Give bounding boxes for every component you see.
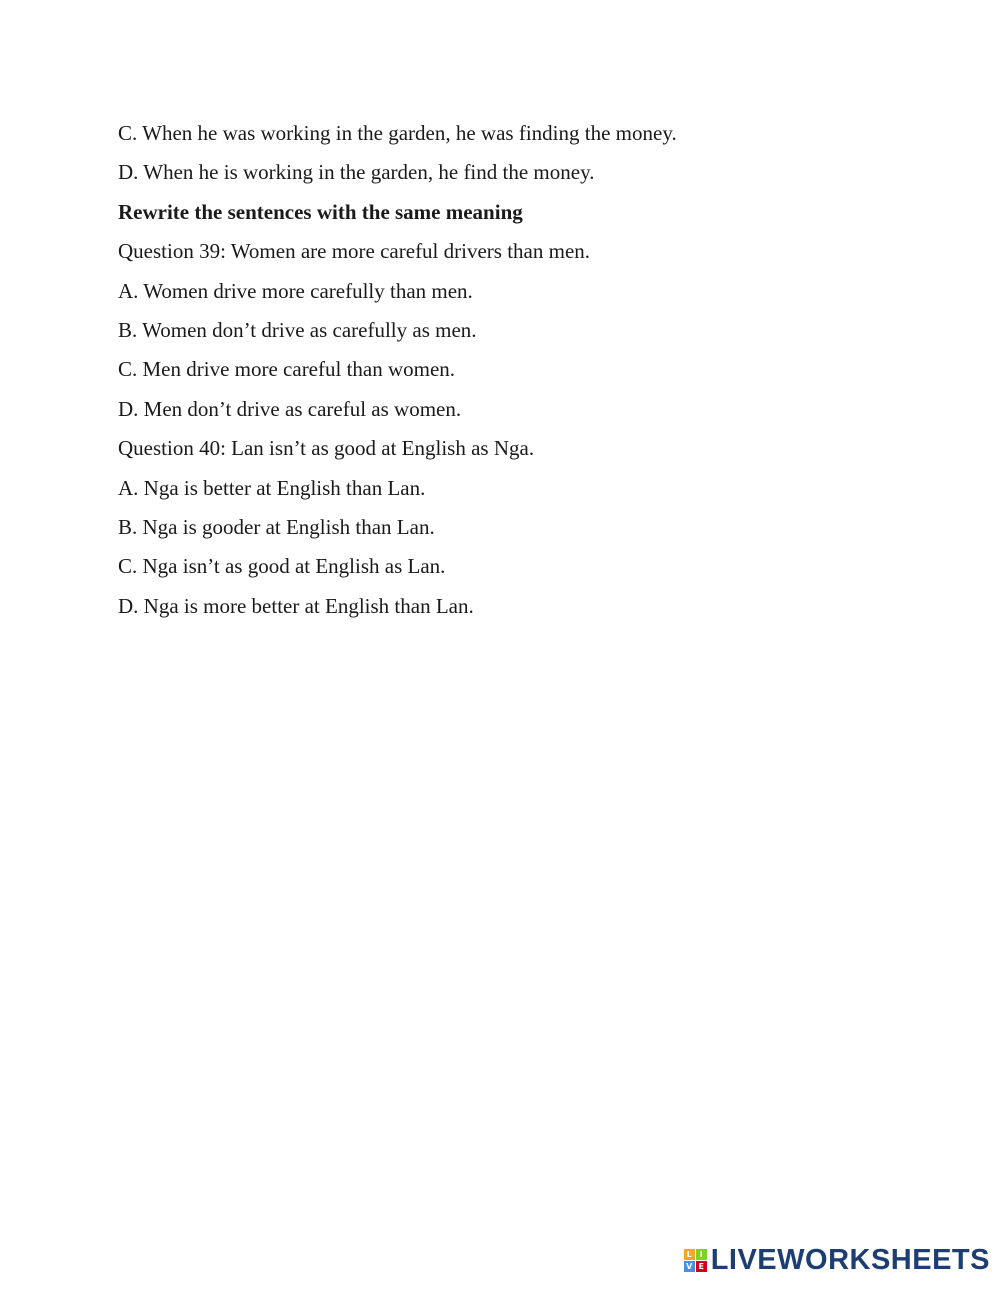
section-heading: Rewrite the sentences with the same meaning: [118, 199, 523, 224]
question-40-option-b: B. Nga is gooder at English than Lan.: [118, 514, 435, 539]
brand-name: LIVEWORKSHEETS: [710, 1244, 990, 1276]
logo-letter-i: I: [696, 1249, 707, 1260]
question-39-option-a: A. Women drive more carefully than men.: [118, 278, 473, 303]
logo-letter-v: V: [684, 1261, 695, 1272]
question-40-option-c: C. Nga isn’t as good at English as Lan.: [118, 554, 446, 579]
question-40-option-d: D. Nga is more better at English than Lan.: [118, 593, 474, 618]
logo-letter-e: E: [696, 1261, 707, 1272]
option-d-previous-question: D. When he is working in the garden, he find the money.: [118, 160, 595, 185]
question-40-option-a: A. Nga is better at English than Lan.: [118, 475, 426, 500]
question-39-option-d: D. Men don’t drive as careful as women.: [118, 396, 462, 421]
logo-letter-l: L: [684, 1249, 695, 1260]
question-39: Question 39: Women are more careful drivers than men.: [118, 239, 591, 264]
question-39-option-c: C. Men drive more careful than women.: [118, 357, 456, 382]
question-39-option-b: B. Women don’t drive as carefully as men.: [118, 317, 477, 342]
live-logo-icon: [684, 1249, 707, 1272]
worksheet-content: [118, 114, 938, 626]
question-40: Question 40: Lan isn’t as good at English as Nga.: [118, 436, 535, 461]
liveworksheets-logo: [684, 1245, 990, 1275]
option-c-previous-question: C. When he was working in the garden, he was finding the money.: [118, 121, 677, 145]
